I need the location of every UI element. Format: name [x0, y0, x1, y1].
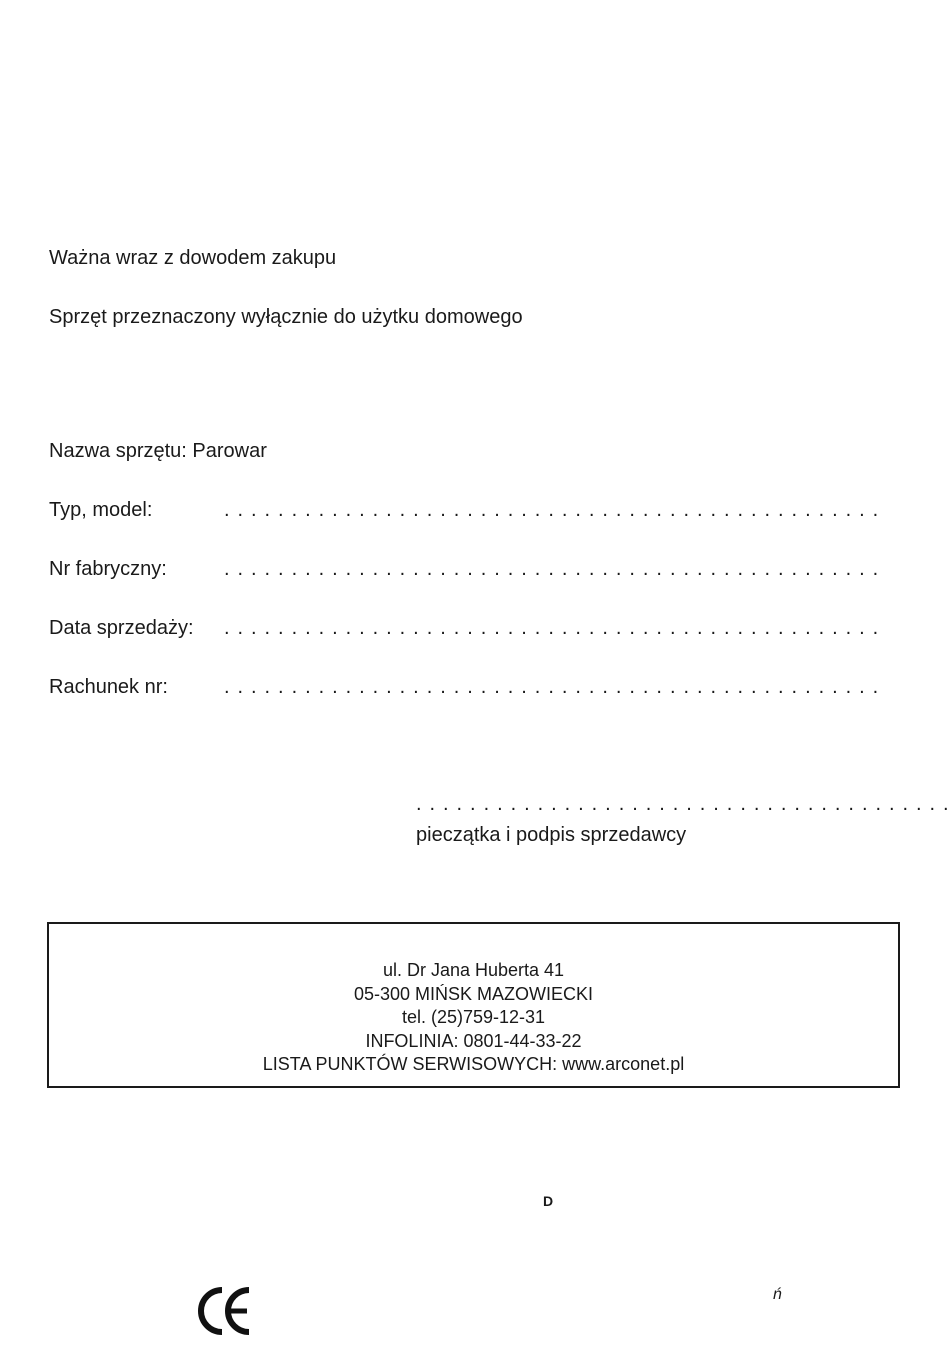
service-address-box — [47, 922, 900, 1088]
signature-caption: pieczątka i podpis sprzedawcy — [416, 824, 687, 846]
address-street: ul. Dr Jana Huberta 41 — [382, 960, 565, 980]
validity-note: Ważna wraz z dowodem zakupu — [49, 247, 337, 269]
sale-date-label: Data sprzedaży: — [49, 617, 194, 639]
address-city: 05-300 MIŃSK MAZOWIECKI — [353, 983, 594, 1004]
serial-number-label: Nr fabryczny: — [49, 558, 167, 580]
type-model-field: . . . . . . . . . . . . . . . . . . . . . . . . . . . . . . . . . . . . . . . . . . . . . . . . . — [224, 499, 880, 521]
serial-number-field: . . . . . . . . . . . . . . . . . . . . . . . . . . . . . . . . . . . . . . . . . . . . . . . . . — [224, 558, 880, 580]
footer-mark-d: D — [543, 1193, 554, 1209]
usage-note: Sprzęt przeznaczony wyłącznie do użytku domowego — [49, 306, 523, 328]
invoice-number-label: Rachunek nr: — [49, 676, 168, 698]
type-model-label: Typ, model: — [49, 499, 153, 521]
footer-mark-n: ń — [773, 1286, 782, 1303]
service-points-link: LISTA PUNKTÓW SERWISOWYCH: www.arconet.pl — [262, 1054, 685, 1074]
invoice-number-field: . . . . . . . . . . . . . . . . . . . . . . . . . . . . . . . . . . . . . . . . . . . . . . . . . — [224, 676, 880, 698]
address-hotline: INFOLINIA: 0801-44-33-22 — [365, 1030, 582, 1051]
sale-date-field: . . . . . . . . . . . . . . . . . . . . . . . . . . . . . . . . . . . . . . . . . . . . . . . . . — [224, 617, 880, 639]
address-phone: tel. (25)759-12-31 — [401, 1007, 546, 1027]
signature-line: . . . . . . . . . . . . . . . . . . . . . . . . . . . . . . . . . . . . . . . . — [416, 793, 950, 815]
device-name: Nazwa sprzętu: Parowar — [49, 440, 267, 462]
ce-mark-icon — [198, 1284, 252, 1338]
